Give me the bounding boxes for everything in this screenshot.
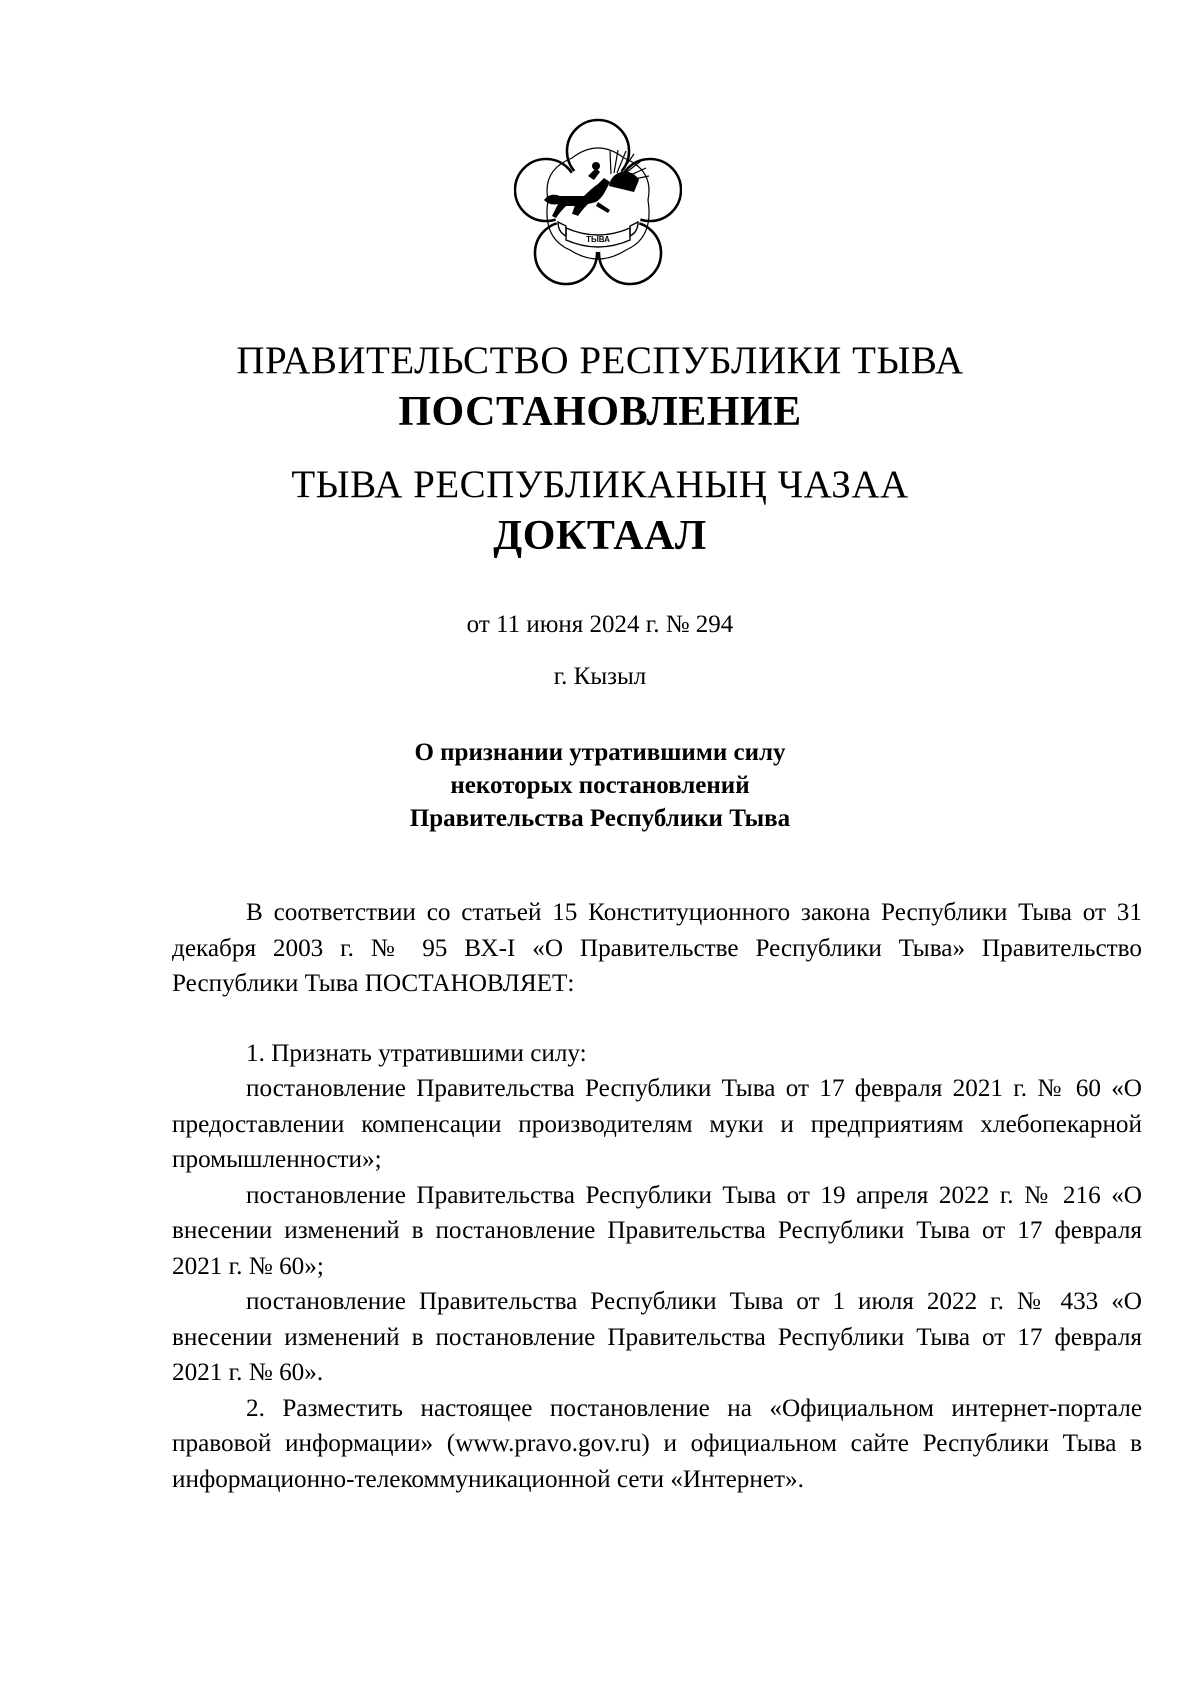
government-name-ru: ПРАВИТЕЛЬСТВО РЕСПУБЛИКИ ТЫВА (236, 339, 964, 382)
document-type-tyv: ДОКТААЛ (493, 513, 707, 559)
item-1-b: постановление Правительства Республики Тыва от 19 апреля 2022 г. № 216 «О внесении изменений в постановление Правительства Республики Тыва от 17 февраля 2021 г. № 60»; (172, 1181, 1142, 1280)
preamble-paragraph: В соответствии со статьей 15 Конституционного закона Республики Тыва от 31 декабря 2003 г. № 95 ВХ-I «О Правительстве Республики Тыва» Правительство Республики Тыва ПОСТАНОВЛЯЕТ: (172, 899, 1142, 997)
government-name-tyv: ТЫВА РЕСПУБЛИКАНЫҢ ЧАЗАА (291, 463, 909, 506)
emblem-of-tuva-icon (514, 118, 682, 290)
document-body (172, 895, 1142, 1497)
date-and-number: от 11 июня 2024 г. № 294 (466, 611, 734, 638)
item-2: 2. Разместить настоящее постановление на «Официальном интернет-портале правовой информации» (www.pravo.gov.ru) и официальном сайте Республики Тыва в информационно-телекоммуникационной сети «Интернет». (172, 1394, 1142, 1493)
item-1-c: постановление Правительства Республики Тыва от 1 июля 2022 г. № 433 «О внесении изменений в постановление Правительства Республики Тыва от 17 февраля 2021 г. № 60». (172, 1288, 1142, 1386)
title-line-1: О признании утратившими силу (414, 739, 786, 766)
title-line-2: некоторых постановлений (450, 772, 750, 799)
emblem-text: ТЫВА (586, 235, 610, 244)
item-1-a: постановление Правительства Республики Тыва от 17 февраля 2021 г. № 60 «О предоставлении компенсации производителям муки и предприятиям хлебопекарной промышленности»; (172, 1075, 1142, 1173)
title-line-3: Правительства Республики Тыва (409, 805, 791, 832)
document-title (0, 736, 1200, 835)
document-type-ru: ПОСТАНОВЛЕНИЕ (398, 389, 802, 435)
item-1-heading: 1. Признать утратившими силу: (246, 1039, 587, 1067)
city: г. Кызыл (553, 663, 647, 690)
